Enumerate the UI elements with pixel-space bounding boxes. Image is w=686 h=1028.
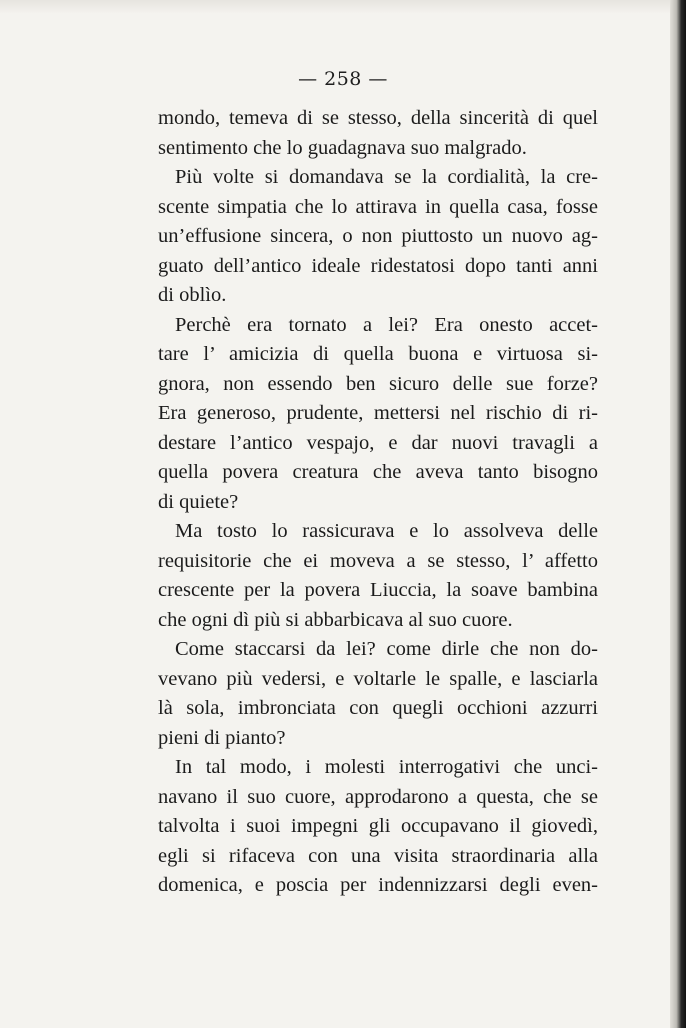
text-line: che ogni dì più si abbarbicava al suo cuore. (158, 608, 513, 631)
text-line: tare l’ amicizia di quella buona e virtuosa si- (158, 343, 598, 365)
page-edge-shadow (670, 0, 686, 1028)
text-line: Più volte si domandava se la cordialità, la cre- (175, 166, 598, 188)
text-line: vevano più vedersi, e voltarle le spalle, e lasciarla (158, 667, 598, 690)
text-line: gnora, non essendo ben sicuro delle sue forze? (158, 372, 598, 395)
text-line: quella povera creatura che aveva tanto bisogno (158, 461, 598, 483)
text-line: di oblìo. (158, 284, 227, 306)
text-line: navano il suo cuore, approdarono a questa, che se (158, 785, 598, 808)
text-line: domenica, e poscia per indennizzarsi degli even- (158, 874, 598, 896)
text-line: egli si rifaceva con una visita straordinaria alla (158, 844, 598, 867)
text-line: crescente per la povera Liuccia, la soave bambina (158, 579, 598, 601)
text-line: In tal modo, i molesti interrogativi che unci- (175, 756, 598, 778)
page-number: — 258 — (298, 68, 388, 90)
text-line: sentimento che lo guadagnava suo malgrado. (158, 136, 527, 159)
body-text (158, 104, 598, 901)
text-line: guato dell’antico ideale ridestatosi dopo tanti anni (158, 254, 598, 277)
text-line: scente simpatia che lo attirava in quella casa, fosse (158, 195, 598, 218)
text-line: pieni di pianto? (158, 726, 286, 749)
text-line: Come staccarsi da lei? come dirle che non do- (175, 638, 598, 660)
text-line: di quiete? (158, 490, 239, 513)
text-line: un’effusione sincera, o non piuttosto un nuovo ag- (158, 225, 598, 247)
text-line: requisitorie che ei moveva a se stesso, l’ affetto (158, 549, 598, 572)
text-line: mondo, temeva di se stesso, della sincerità di quel (158, 107, 598, 129)
text-line: Perchè era tornato a lei? Era onesto accet- (175, 313, 598, 336)
text-line: destare l’antico vespajo, e dar nuovi travagli a (158, 431, 598, 454)
text-line: Ma tosto lo rassicurava e lo assolveva delle (175, 520, 598, 542)
text-line: Era generoso, prudente, mettersi nel rischio di ri- (158, 402, 598, 424)
text-line: talvolta i suoi impegni gli occupavano il giovedì, (158, 815, 598, 837)
text-line: là sola, imbronciata con quegli occhioni azzurri (158, 697, 598, 719)
page-top-shadow (0, 0, 686, 14)
